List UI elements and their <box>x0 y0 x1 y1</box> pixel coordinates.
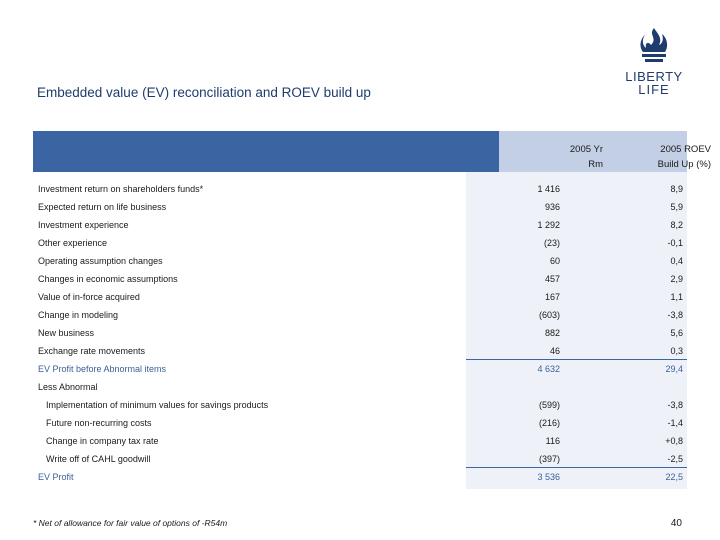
table-row <box>0 306 720 324</box>
row-label: Expected return on life business <box>38 202 167 212</box>
row-label: New business <box>38 328 95 338</box>
page-number: 40 <box>670 518 682 529</box>
row-label: Investment return on shareholders funds* <box>38 184 204 194</box>
row-value-rm: 46 <box>549 346 560 356</box>
row-value-roev: 5,6 <box>670 328 683 338</box>
table-row <box>0 468 720 486</box>
row-value-rm: 167 <box>544 292 560 302</box>
row-value-rm: (216) <box>538 418 560 428</box>
row-value-roev: 8,2 <box>670 220 683 230</box>
row-value-rm: (599) <box>538 400 560 410</box>
row-label: EV Profit before Abnormal items <box>38 364 167 374</box>
row-value-roev: 22,5 <box>665 472 683 482</box>
row-value-roev: -1,4 <box>667 418 683 428</box>
row-value-rm: 1 292 <box>537 220 560 230</box>
table-row <box>0 216 720 234</box>
logo-text-liberty: LIBERTY <box>625 69 683 84</box>
table-row <box>0 378 720 396</box>
row-label: Less Abnormal <box>38 382 98 392</box>
row-label: Value of in-force acquired <box>38 292 140 302</box>
row-value-roev: -3,8 <box>667 400 683 410</box>
flame-emblem-icon <box>637 26 671 66</box>
table-row <box>0 252 720 270</box>
row-value-rm: (397) <box>538 454 560 464</box>
table-row <box>0 198 720 216</box>
row-label: Operating assumption changes <box>38 256 163 266</box>
row-label: Other experience <box>38 238 108 248</box>
table-row <box>0 450 720 468</box>
row-value-roev: 5,9 <box>670 202 683 212</box>
row-label: EV Profit <box>38 472 74 482</box>
row-label: Future non-recurring costs <box>46 418 152 428</box>
logo-text-life: LIFE <box>638 82 670 97</box>
table-row <box>0 270 720 288</box>
row-value-rm: (23) <box>543 238 560 248</box>
row-value-roev: 2,9 <box>670 274 683 284</box>
page-title: Embedded value (EV) reconciliation and ROEV build up <box>37 85 371 100</box>
column-header-2005-roev: 2005 ROEV Build Up (%) <box>657 144 711 170</box>
row-value-rm: 60 <box>549 256 560 266</box>
row-value-rm: 882 <box>544 328 560 338</box>
row-value-rm: 116 <box>545 436 560 446</box>
table-row <box>0 396 720 414</box>
table-row <box>0 432 720 450</box>
row-value-rm: 1 416 <box>537 184 560 194</box>
column-header-2005-yr: 2005 Yr Rm <box>569 144 603 170</box>
row-value-rm: 3 536 <box>537 472 560 482</box>
table-row <box>0 234 720 252</box>
row-value-roev: -3,8 <box>667 310 683 320</box>
table-header <box>33 131 711 172</box>
row-value-rm: 936 <box>544 202 560 212</box>
row-value-roev: 29,4 <box>665 364 683 374</box>
row-label: Write off of CAHL goodwill <box>46 454 151 464</box>
row-value-roev: 8,9 <box>670 184 683 194</box>
liberty-life-logo <box>618 26 690 98</box>
row-label: Investment experience <box>38 220 129 230</box>
row-value-rm: (603) <box>538 310 560 320</box>
row-value-roev: 0,3 <box>670 346 683 356</box>
row-value-roev: -0,1 <box>667 238 683 248</box>
footnote: * Net of allowance for fair value of options of -R54m <box>33 518 228 528</box>
row-label: Implementation of minimum values for savings products <box>46 400 269 410</box>
row-value-roev: +0,8 <box>665 436 683 446</box>
table-row <box>0 288 720 306</box>
table-row <box>0 342 720 360</box>
row-label: Change in modeling <box>38 310 119 320</box>
row-value-roev: 1,1 <box>670 292 683 302</box>
row-label: Changes in economic assumptions <box>38 274 178 284</box>
row-value-roev: 0,4 <box>670 256 683 266</box>
row-label: Change in company tax rate <box>46 436 159 446</box>
row-value-rm: 457 <box>544 274 560 284</box>
row-label: Exchange rate movements <box>38 346 146 356</box>
row-value-roev: -2,5 <box>667 454 683 464</box>
table-row <box>0 414 720 432</box>
table-row <box>0 360 720 378</box>
table-row <box>0 180 720 198</box>
row-value-rm: 4 632 <box>537 364 560 374</box>
table-row <box>0 324 720 342</box>
